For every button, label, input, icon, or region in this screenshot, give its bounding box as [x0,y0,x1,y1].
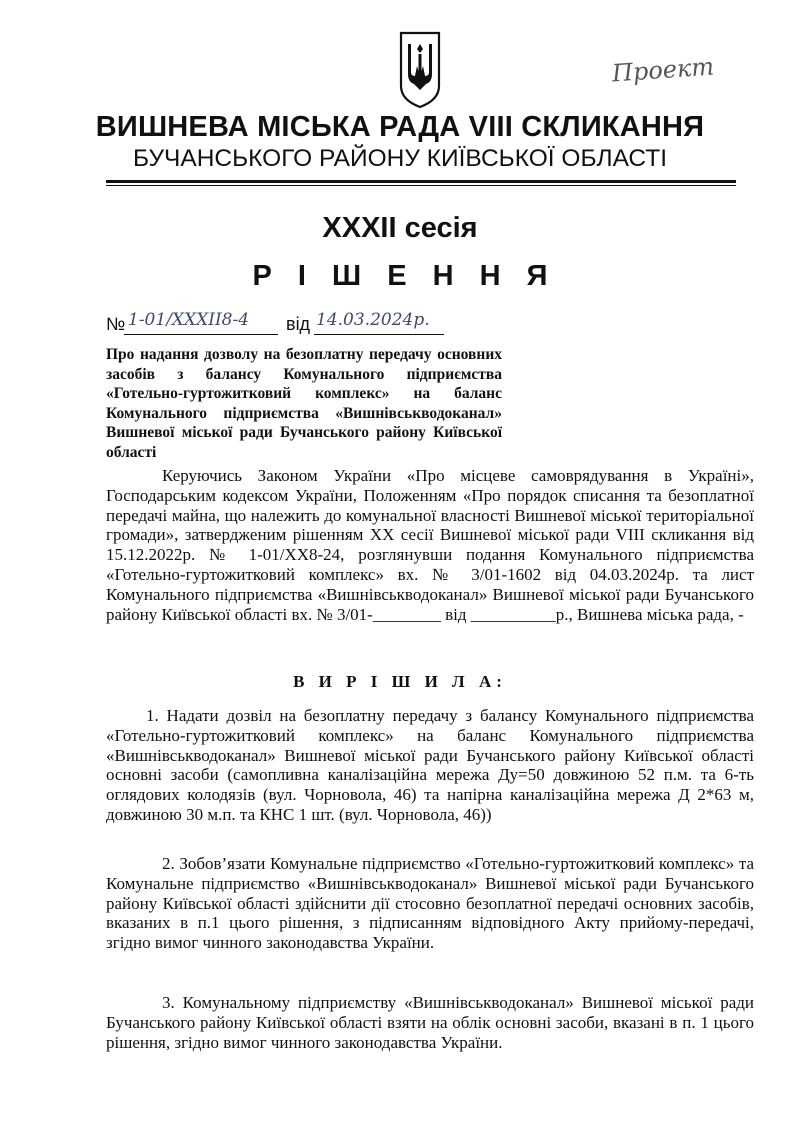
number-label: № [106,314,126,334]
draft-stamp: Проект [611,52,715,88]
district-name: БУЧАНСЬКОГО РАЙОНУ КИЇВСЬКОЇ ОБЛАСТІ [132,145,668,172]
decision-number-line [106,312,506,338]
resolved-heading: В И Р І Ш И Л А: [293,672,507,691]
resolution-item-2: 2. Зобов’язати Комунальне підприємство «Готельно-гуртожитковий комплекс» та Комунальне підприємство «Вишнівськводоканал» Вишневої міської ради Бучанського району Київської області здійснити дії стосовно безоплатної передачі основних засобів, вказаних в п.1 цього рішення, з підписанням відповідного Акту прийому-передачі, згідно вимог чинного законодавства України. [106,854,754,953]
preamble-paragraph: Керуючись Законом України «Про місцеве самоврядування в Україні», Господарським кодексом України, Положенням «Про порядок списання та безоплатної передачі майна, що належить до комунальної власності Вишневої міської територіальної громади», затвердженим рішенням XX сесії Вишневої міської ради VIII скликання від 15.12.2022р. № 1-01/XX8-24, розглянувши подання Комунального підприємства «Готельно-гуртожитковий комплекс» вх. № 3/01-1602 від 04.03.2024р. та лист Комунального підприємства «Вишнівськводоканал» Вишневої міської ради Бучанського району Київської області вх. № 3/01-________ від __________р., Вишнева міська рада, - [106,466,754,624]
date-label: від [286,314,311,334]
decision-subject: Про надання дозволу на безоплатну передачу основних засобів з балансу Комунального підприємства «Готельно-гуртожитковий комплекс» на баланс Комунального підприємства «Вишнівськводоканал» Вишневої міської ради Бучанського району Київської області [106,346,502,461]
decision-number-handwritten: 1-01/XXXII8-4 [128,310,250,330]
document-type-title: Р І Ш Е Н Н Я [252,260,557,292]
date-underline [314,334,444,335]
trident-coat-of-arms-icon [398,30,442,110]
header-divider-thick [106,180,736,183]
resolution-item-1: 1. Надати дозвіл на безоплатну передачу з балансу Комунального підприємства «Готельно-гуртожитковий комплекс» на баланс Комунального підприємства «Вишнівськводоканал» Вишневої міської ради Бучанського району Київської області основні засоби (самопливна каналізаційна мережа Ду=50 довжиною 52 п.м. та 6-ть оглядових колодязів (вул. Чорновола, 46) та напірна каналізаційна мережа Д 2*63 м, довжиною 30 м.п. та КНС 1 шт. (вул. Чорновола, 46)) [106,706,754,824]
header-divider-thin [106,185,736,186]
decision-date-handwritten: 14.03.2024р. [316,310,430,330]
session-title: XXXII сесія [322,212,478,244]
council-name: ВИШНЕВА МІСЬКА РАДА VIII СКЛИКАННЯ [95,111,705,143]
resolution-item-3: 3. Комунальному підприємству «Вишнівськводоканал» Вишневої міської ради Бучанського району Київської області взяти на облік основні засоби, вказані в п. 1 цього рішення, згідно вимог чинного законодавства України. [106,993,754,1052]
number-underline [124,334,278,335]
